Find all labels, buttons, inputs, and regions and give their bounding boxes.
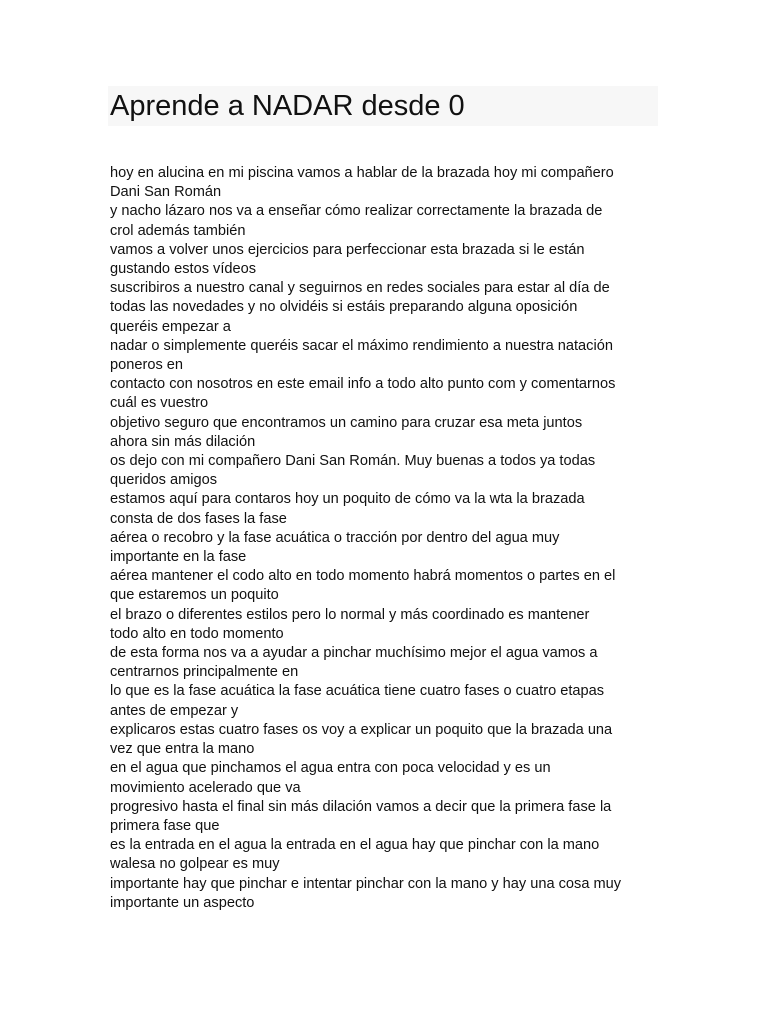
text-line: cuál es vuestro [110,395,209,412]
text-line: progresivo hasta el final sin más dilación vamos a decir que la primera fase la [110,798,612,815]
text-line: en el agua que pinchamos el agua entra con poca velocidad y es un [110,760,551,777]
text-line: antes de empezar y [110,702,239,719]
text-line: nadar o simplemente queréis sacar el máximo rendimiento a nuestra natación [110,337,613,354]
text-line: explicaros estas cuatro fases os voy a explicar un poquito que la brazada una [110,721,613,738]
text-line: os dejo con mi compañero Dani San Román. Muy buenas a todos ya todas [110,453,596,470]
text-line: el brazo o diferentes estilos pero lo normal y más coordinado es mantener [110,606,590,623]
text-line: centrarnos principalmente en [110,664,299,681]
text-line: movimiento acelerado que va [110,779,301,796]
text-line: vez que entra la mano [110,741,255,758]
text-line: gustando estos vídeos [110,261,257,278]
text-line: y nacho lázaro nos va a enseñar cómo realizar correctamente la brazada de [110,203,603,220]
text-line: importante un aspecto [110,894,255,911]
text-line: walesa no golpear es muy [110,856,280,873]
text-line: lo que es la fase acuática la fase acuática tiene cuatro fases o cuatro etapas [110,683,605,700]
text-line: contacto con nosotros en este email info a todo alto punto com y comentarnos [110,376,616,393]
text-line: estamos aquí para contaros hoy un poquito de cómo va la wta la brazada [110,491,585,508]
text-line: suscribiros a nuestro canal y seguirnos en redes sociales para estar al día de [110,280,610,297]
text-line: crol además también [110,222,246,239]
text-line: que estaremos un poquito [110,587,279,604]
text-line: es la entrada en el agua la entrada en el agua hay que pinchar con la mano [110,837,600,854]
text-line: aérea mantener el codo alto en todo momento habrá momentos o partes en el [110,568,616,585]
text-line: Dani San Román [110,184,222,201]
text-line: ahora sin más dilación [110,433,256,450]
text-line: consta de dos fases la fase [110,510,287,527]
text-line: todo alto en todo momento [110,625,284,642]
text-line: importante en la fase [110,549,247,566]
text-line: objetivo seguro que encontramos un camino para cruzar esa meta juntos [110,414,583,431]
text-line: hoy en alucina en mi piscina vamos a hablar de la brazada hoy mi compañero [110,165,614,181]
document-title: Aprende a NADAR desde 0 [110,90,465,122]
text-line: aérea o recobro y la fase acuática o tracción por dentro del agua muy [110,529,560,546]
text-line: de esta forma nos va a ayudar a pinchar muchísimo mejor el agua vamos a [110,645,598,662]
document-body [110,164,658,913]
text-line: queridos amigos [110,472,218,489]
text-line: poneros en [110,357,184,374]
text-line: todas las novedades y no olvidéis si estáis preparando alguna oposición [110,299,578,316]
text-line: importante hay que pinchar e intentar pinchar con la mano y hay una cosa muy [110,875,622,892]
text-line: vamos a volver unos ejercicios para perfeccionar esta brazada si le están [110,241,585,258]
text-line: primera fase que [110,817,220,834]
text-line: queréis empezar a [110,318,231,335]
